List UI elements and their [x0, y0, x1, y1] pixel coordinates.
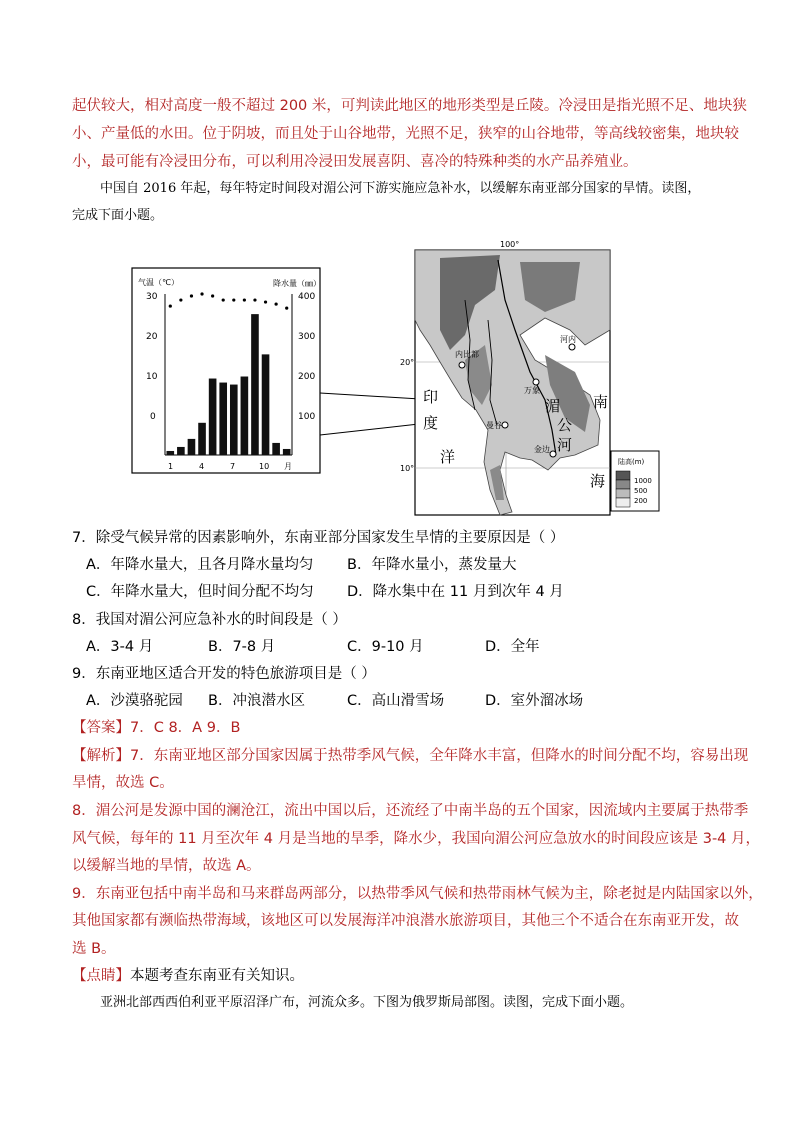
legend-value: 1000 — [634, 477, 652, 485]
option: B．年降水量小，蒸发量大 — [347, 557, 517, 573]
city-bangkok: 曼谷 — [486, 421, 502, 430]
temp-point — [275, 302, 278, 305]
analysis-line — [72, 746, 748, 766]
temp-tick: 10 — [146, 372, 158, 382]
figure — [0, 0, 794, 520]
temp-point — [222, 298, 225, 301]
temp-tick: 20 — [146, 332, 158, 342]
paragraph-line: 小、产量低的水田。位于阴坡，而且处于山谷地带，光照不足，狭窄的山谷地带，等高线较密集，地块较 — [72, 126, 739, 142]
temp-point — [190, 294, 193, 297]
analysis-line: 8．湄公河是发源中国的澜沧江，流出中国以后，还流经了中南半岛的五个国家，因流域内主要属于热带季 — [72, 803, 749, 819]
longitude-label: 100° — [500, 240, 520, 249]
question-9: 9．东南亚地区适合开发的特色旅游项目是（ ） — [72, 666, 376, 682]
southeast-asia-map — [400, 240, 659, 515]
analysis-line: 以缓解当地的旱情，故选 A。 — [72, 858, 261, 874]
option: D．降水集中在 11 月到次年 4 月 — [347, 584, 564, 600]
option: A．年降水量大，且各月降水量均匀 — [86, 557, 314, 573]
precip-bar — [188, 439, 196, 455]
month-tick: 7 — [230, 462, 236, 471]
temp-point — [264, 300, 267, 303]
comment-tag: 【点睛】 — [72, 968, 130, 984]
sea-label: 洋 — [440, 448, 456, 466]
river-label: 公 — [557, 416, 573, 434]
city-naypyidaw: 内比都 — [455, 350, 479, 359]
legend-value: 200 — [634, 497, 648, 505]
option: C．高山滑雪场 — [347, 693, 445, 709]
legend-value: 500 — [634, 487, 648, 495]
river-label: 河 — [557, 436, 573, 454]
climate-chart — [132, 268, 321, 473]
intro-line: 完成下面小题。 — [72, 208, 164, 223]
latitude-10-label: 10° — [400, 464, 415, 473]
temp-axis-label: 气温（℃） — [138, 278, 179, 287]
month-tick: 10 — [259, 462, 270, 471]
temp-point — [243, 298, 246, 301]
paragraph-line: 起伏较大，相对高度一般不超过 200 米，可判读此地区的地形类型是丘陵。冷浸田是指光照不足、地块狭 — [72, 98, 747, 114]
comment-line — [72, 966, 304, 986]
temp-point — [200, 292, 203, 295]
city-phnom-penh: 金边 — [534, 445, 550, 454]
river-label: 湄 — [545, 397, 561, 415]
precip-bar — [272, 443, 280, 455]
precip-tick: 300 — [298, 332, 316, 342]
precip-bar — [198, 423, 206, 455]
precip-bar — [230, 385, 238, 455]
temp-point — [253, 298, 256, 301]
latitude-20-label: 20° — [400, 358, 415, 367]
option: C．9-10 月 — [347, 639, 424, 655]
analysis-tag: 【解析】 — [72, 748, 130, 764]
temp-tick: 30 — [146, 292, 158, 302]
precip-axis-label: 降水量（㎜） — [273, 279, 321, 288]
question-7: 7．除受气候异常的因素影响外，东南亚部分国家发生旱情的主要原因是（ ） — [72, 530, 565, 546]
option: D．室外溜冰场 — [485, 693, 584, 709]
temp-point — [179, 298, 182, 301]
intro-line: 中国自 2016 年起，每年特定时间段对湄公河下游实施应急补水，以缓解东南亚部分国家的旱情。读图， — [100, 181, 701, 196]
analysis-line: 9．东南亚包括中南半岛和马来群岛两部分，以热带季风气候和热带雨林气候为主，除老挝是内陆国家以外， — [72, 886, 763, 902]
analysis-line: 旱情，故选 C。 — [72, 775, 174, 791]
precip-bar — [262, 354, 270, 455]
answer-text: 7．C 8．A 9．B — [130, 720, 241, 736]
temp-point — [211, 294, 214, 297]
month-tick: 1 — [168, 462, 174, 471]
option: B．冲浪潜水区 — [208, 693, 305, 709]
precip-bar — [219, 383, 227, 455]
precip-bar — [241, 377, 249, 455]
question-8: 8．我国对湄公河应急补水的时间段是（ ） — [72, 612, 347, 628]
comment-text: 本题考查东南亚有关知识。 — [130, 968, 304, 984]
month-tick: 4 — [199, 462, 205, 471]
precip-bar — [251, 314, 259, 455]
paragraph-line: 小，最可能有冷浸田分布，可以利用冷浸田发展喜阴、喜冷的特殊种类的水产品养殖业。 — [72, 154, 638, 170]
legend-title: 陆高(m) — [618, 458, 645, 466]
elevation-legend — [611, 451, 659, 511]
sea-label: 印 — [423, 388, 439, 406]
sea-label: 度 — [423, 414, 439, 432]
precip-tick: 400 — [298, 292, 316, 302]
option: D．全年 — [485, 639, 540, 655]
temp-point — [285, 306, 288, 309]
answer-line — [72, 718, 240, 738]
option: C．年降水量大，但时间分配不均匀 — [86, 584, 314, 600]
option: A．沙漠骆驼园 — [86, 693, 183, 709]
analysis-line: 风气候，每年的 11 月至次年 4 月是当地的旱季，降水少，我国向湄公河应急放水的时间段应该是 3-4 月， — [72, 831, 761, 847]
sea-label: 海 — [590, 472, 606, 490]
city-hanoi: 河内 — [560, 335, 576, 344]
temp-point — [169, 304, 172, 307]
month-unit: 月 — [284, 462, 292, 471]
precip-bar — [177, 447, 185, 455]
temp-point — [232, 298, 235, 301]
precip-tick: 200 — [298, 372, 316, 382]
precip-bar — [209, 379, 217, 455]
precip-bar — [283, 449, 291, 455]
analysis-line: 选 B。 — [72, 941, 116, 957]
precip-bar — [166, 451, 174, 455]
answer-tag: 【答案】 — [72, 720, 130, 736]
analysis-line: 其他国家都有濒临热带海域，该地区可以发展海洋冲浪潜水旅游项目，其他三个不适合在东南亚开发，故 — [72, 913, 739, 929]
sea-label: 南 — [593, 393, 609, 411]
analysis-text: 7．东南亚地区部分国家因属于热带季风气候，全年降水丰富，但降水的时间分配不均，容易出现 — [130, 748, 749, 764]
temp-tick: 0 — [150, 412, 156, 422]
precip-tick: 100 — [298, 412, 316, 422]
option: A．3-4 月 — [86, 639, 154, 655]
option: B．7-8 月 — [208, 639, 276, 655]
intro-line: 亚洲北部西西伯利亚平原沼泽广布，河流众多。下图为俄罗斯局部图。读图，完成下面小题。 — [100, 995, 634, 1010]
city-vientiane: 万象 — [524, 386, 540, 395]
